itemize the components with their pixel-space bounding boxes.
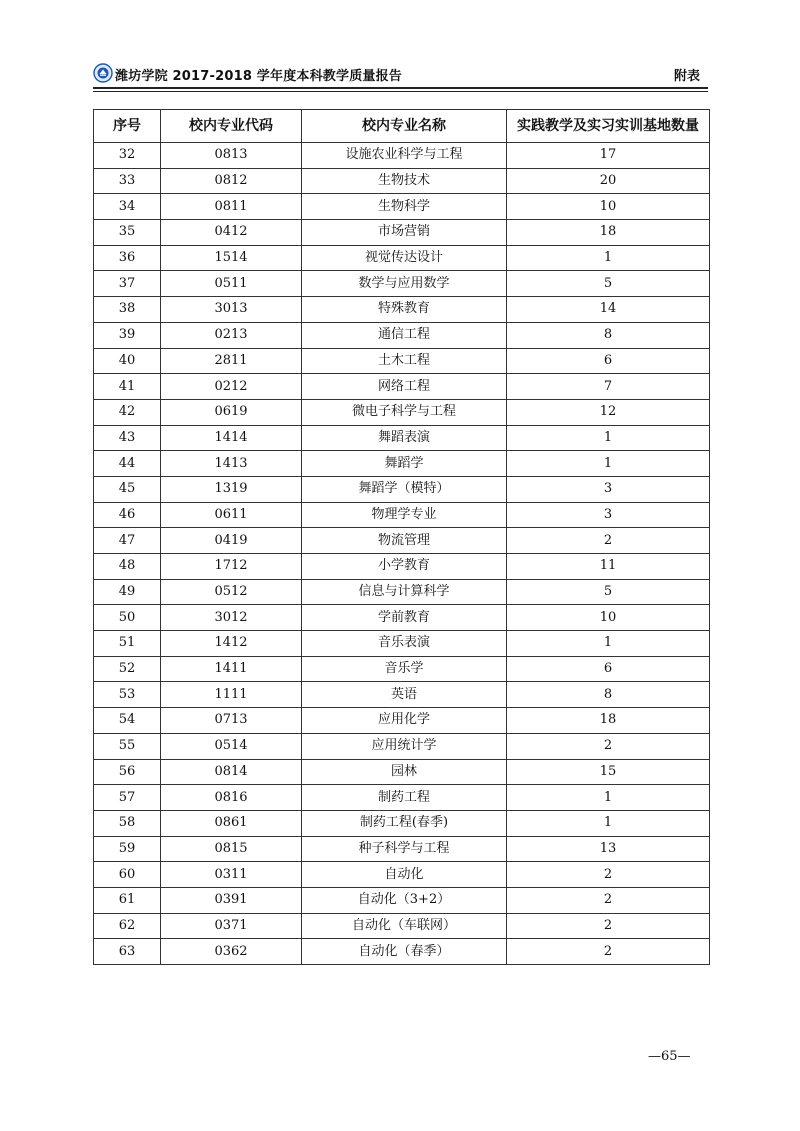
major-code-cell: 0813 [161, 143, 302, 169]
report-title: 潍坊学院 2017-2018 学年度本科教学质量报告 [115, 69, 403, 84]
major-code-cell: 0811 [161, 194, 302, 220]
table-header-row [94, 110, 710, 143]
base-count-cell: 20 [507, 168, 710, 194]
base-count-cell: 3 [507, 502, 710, 528]
header-divider [93, 87, 708, 89]
base-count-cell: 5 [507, 579, 710, 605]
row-index-cell: 43 [94, 425, 161, 451]
major-name-cell: 视觉传达设计 [302, 245, 507, 271]
base-count-cell: 1 [507, 785, 710, 811]
major-name-cell: 自动化（3+2） [302, 887, 507, 913]
table-row [94, 631, 710, 657]
row-index-cell: 32 [94, 143, 161, 169]
base-count-cell: 2 [507, 528, 710, 554]
row-index-cell: 41 [94, 374, 161, 400]
major-name-cell: 音乐表演 [302, 631, 507, 657]
table-row [94, 194, 710, 220]
row-index-cell: 36 [94, 245, 161, 271]
table-row [94, 220, 710, 246]
column-header-major-name: 校内专业名称 [302, 110, 507, 143]
table-row [94, 862, 710, 888]
table-row [94, 913, 710, 939]
table-row [94, 656, 710, 682]
table-row [94, 476, 710, 502]
table-row [94, 297, 710, 323]
row-index-cell: 59 [94, 836, 161, 862]
major-name-cell: 音乐学 [302, 656, 507, 682]
base-count-cell: 15 [507, 759, 710, 785]
major-code-cell: 1514 [161, 245, 302, 271]
header-divider-thin [93, 91, 708, 92]
table-row [94, 708, 710, 734]
base-count-cell: 2 [507, 733, 710, 759]
row-index-cell: 47 [94, 528, 161, 554]
table-row [94, 168, 710, 194]
row-index-cell: 51 [94, 631, 161, 657]
page-number: —65— [648, 1049, 691, 1064]
base-count-cell: 2 [507, 939, 710, 965]
base-count-cell: 14 [507, 297, 710, 323]
row-index-cell: 35 [94, 220, 161, 246]
major-code-cell: 0212 [161, 374, 302, 400]
major-name-cell: 小学教育 [302, 554, 507, 580]
major-name-cell: 市场营销 [302, 220, 507, 246]
major-name-cell: 网络工程 [302, 374, 507, 400]
row-index-cell: 58 [94, 810, 161, 836]
row-index-cell: 56 [94, 759, 161, 785]
major-name-cell: 应用统计学 [302, 733, 507, 759]
table-row [94, 245, 710, 271]
section-label: 附表 [673, 69, 700, 84]
major-code-cell: 0861 [161, 810, 302, 836]
base-count-cell: 11 [507, 554, 710, 580]
row-index-cell: 49 [94, 579, 161, 605]
major-code-cell: 3012 [161, 605, 302, 631]
row-index-cell: 38 [94, 297, 161, 323]
table-row [94, 682, 710, 708]
page-header [93, 62, 708, 88]
table-row [94, 785, 710, 811]
table-body [94, 143, 710, 965]
base-count-cell: 2 [507, 913, 710, 939]
major-name-cell: 英语 [302, 682, 507, 708]
major-code-cell: 0512 [161, 579, 302, 605]
major-code-cell: 1111 [161, 682, 302, 708]
base-count-cell: 2 [507, 862, 710, 888]
row-index-cell: 60 [94, 862, 161, 888]
major-name-cell: 微电子科学与工程 [302, 399, 507, 425]
major-name-cell: 种子科学与工程 [302, 836, 507, 862]
major-code-cell: 1712 [161, 554, 302, 580]
major-code-cell: 3013 [161, 297, 302, 323]
table-row [94, 733, 710, 759]
row-index-cell: 57 [94, 785, 161, 811]
table-row [94, 451, 710, 477]
row-index-cell: 34 [94, 194, 161, 220]
major-name-cell: 生物技术 [302, 168, 507, 194]
base-count-cell: 1 [507, 245, 710, 271]
row-index-cell: 61 [94, 887, 161, 913]
table-row [94, 887, 710, 913]
row-index-cell: 63 [94, 939, 161, 965]
column-header-index: 序号 [94, 110, 161, 143]
row-index-cell: 44 [94, 451, 161, 477]
table-row [94, 554, 710, 580]
major-code-cell: 1412 [161, 631, 302, 657]
base-count-cell: 12 [507, 399, 710, 425]
major-code-cell: 0814 [161, 759, 302, 785]
base-count-cell: 3 [507, 476, 710, 502]
university-logo-icon [93, 63, 113, 83]
major-code-cell: 0514 [161, 733, 302, 759]
major-code-cell: 0619 [161, 399, 302, 425]
table-row [94, 528, 710, 554]
major-code-cell: 0419 [161, 528, 302, 554]
major-name-cell: 物流管理 [302, 528, 507, 554]
major-name-cell: 应用化学 [302, 708, 507, 734]
major-code-cell: 1414 [161, 425, 302, 451]
base-count-cell: 1 [507, 631, 710, 657]
row-index-cell: 33 [94, 168, 161, 194]
major-name-cell: 生物科学 [302, 194, 507, 220]
major-code-cell: 0816 [161, 785, 302, 811]
table-row [94, 322, 710, 348]
table-row [94, 759, 710, 785]
base-count-cell: 8 [507, 322, 710, 348]
base-count-cell: 5 [507, 271, 710, 297]
base-count-cell: 17 [507, 143, 710, 169]
base-count-cell: 6 [507, 348, 710, 374]
table-row [94, 502, 710, 528]
row-index-cell: 62 [94, 913, 161, 939]
table-row [94, 939, 710, 965]
practice-base-table [93, 109, 710, 965]
major-name-cell: 舞蹈学（模特） [302, 476, 507, 502]
row-index-cell: 39 [94, 322, 161, 348]
major-code-cell: 1411 [161, 656, 302, 682]
major-name-cell: 设施农业科学与工程 [302, 143, 507, 169]
base-count-cell: 10 [507, 194, 710, 220]
major-name-cell: 土木工程 [302, 348, 507, 374]
major-code-cell: 0311 [161, 862, 302, 888]
major-code-cell: 0511 [161, 271, 302, 297]
major-name-cell: 通信工程 [302, 322, 507, 348]
row-index-cell: 50 [94, 605, 161, 631]
base-count-cell: 1 [507, 425, 710, 451]
major-name-cell: 自动化（车联网） [302, 913, 507, 939]
row-index-cell: 48 [94, 554, 161, 580]
major-code-cell: 2811 [161, 348, 302, 374]
table-row [94, 143, 710, 169]
row-index-cell: 46 [94, 502, 161, 528]
major-code-cell: 0213 [161, 322, 302, 348]
row-index-cell: 42 [94, 399, 161, 425]
major-name-cell: 舞蹈表演 [302, 425, 507, 451]
table-row [94, 374, 710, 400]
table-row [94, 810, 710, 836]
major-name-cell: 制药工程 [302, 785, 507, 811]
base-count-cell: 7 [507, 374, 710, 400]
major-name-cell: 物理学专业 [302, 502, 507, 528]
major-code-cell: 1319 [161, 476, 302, 502]
major-name-cell: 舞蹈学 [302, 451, 507, 477]
table-row [94, 836, 710, 862]
major-code-cell: 1413 [161, 451, 302, 477]
major-name-cell: 自动化（春季） [302, 939, 507, 965]
table-row [94, 348, 710, 374]
row-index-cell: 37 [94, 271, 161, 297]
major-code-cell: 0713 [161, 708, 302, 734]
table-row [94, 271, 710, 297]
major-name-cell: 数学与应用数学 [302, 271, 507, 297]
row-index-cell: 52 [94, 656, 161, 682]
base-count-cell: 13 [507, 836, 710, 862]
row-index-cell: 55 [94, 733, 161, 759]
base-count-cell: 1 [507, 810, 710, 836]
major-code-cell: 0412 [161, 220, 302, 246]
row-index-cell: 53 [94, 682, 161, 708]
row-index-cell: 45 [94, 476, 161, 502]
table-row [94, 579, 710, 605]
major-code-cell: 0371 [161, 913, 302, 939]
major-code-cell: 0611 [161, 502, 302, 528]
row-index-cell: 40 [94, 348, 161, 374]
base-count-cell: 18 [507, 220, 710, 246]
table-row [94, 425, 710, 451]
column-header-base-count: 实践教学及实习实训基地数量 [507, 110, 710, 143]
major-name-cell: 自动化 [302, 862, 507, 888]
major-name-cell: 制药工程(春季) [302, 810, 507, 836]
base-count-cell: 18 [507, 708, 710, 734]
major-code-cell: 0391 [161, 887, 302, 913]
table-row [94, 605, 710, 631]
base-count-cell: 2 [507, 887, 710, 913]
major-code-cell: 0362 [161, 939, 302, 965]
base-count-cell: 1 [507, 451, 710, 477]
base-count-cell: 10 [507, 605, 710, 631]
major-name-cell: 学前教育 [302, 605, 507, 631]
major-name-cell: 特殊教育 [302, 297, 507, 323]
base-count-cell: 6 [507, 656, 710, 682]
row-index-cell: 54 [94, 708, 161, 734]
base-count-cell: 8 [507, 682, 710, 708]
column-header-major-code: 校内专业代码 [161, 110, 302, 143]
major-name-cell: 信息与计算科学 [302, 579, 507, 605]
major-code-cell: 0812 [161, 168, 302, 194]
major-name-cell: 园林 [302, 759, 507, 785]
table-row [94, 399, 710, 425]
major-code-cell: 0815 [161, 836, 302, 862]
